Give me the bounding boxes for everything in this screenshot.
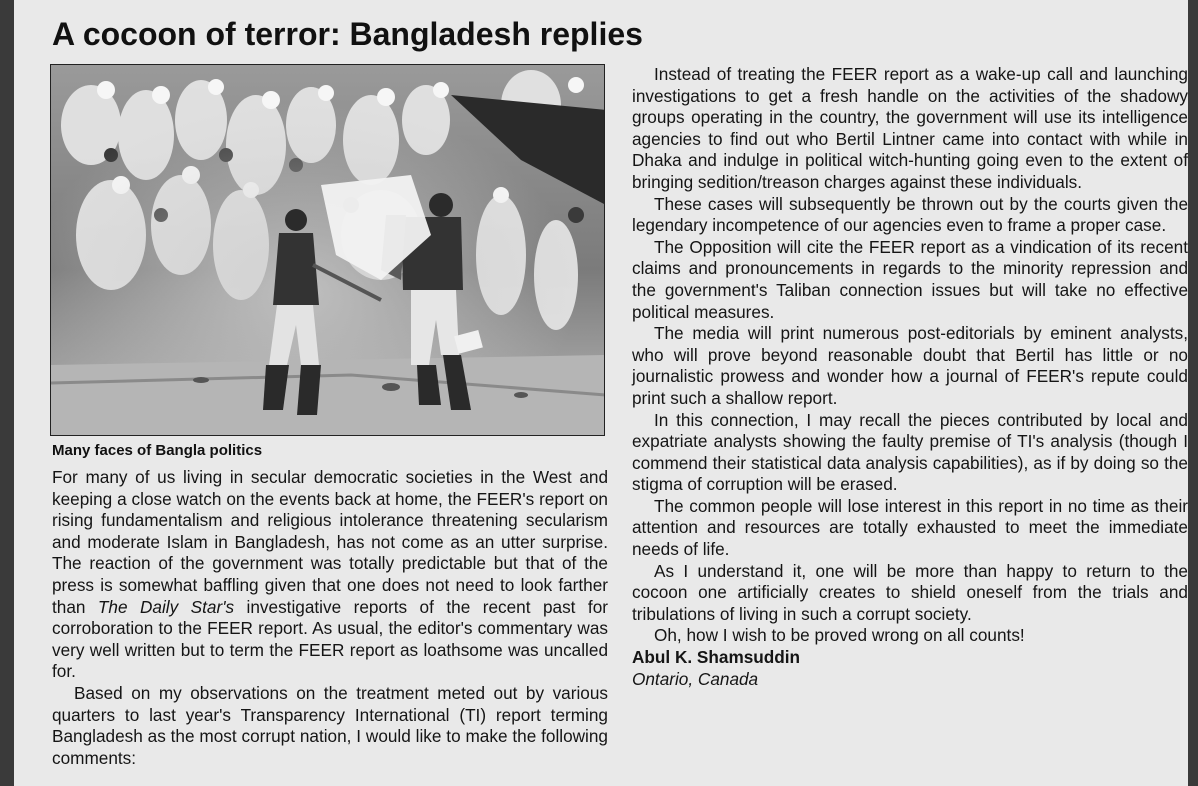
article-paragraph bbox=[52, 467, 608, 683]
article-paragraph: As I understand it, one will be more than happy to return to the cocoon one artificially creates to shield oneself from the trials and tribulations of living in such a corrupt society. bbox=[632, 560, 1188, 624]
newspaper-name: The Daily Star's bbox=[97, 596, 235, 617]
crowd-photo-illustration bbox=[51, 65, 605, 436]
photo-caption: Many faces of Bangla politics bbox=[52, 442, 263, 459]
paragraph-text: For many of us living in secular democratic societies in the West and keeping a close watch on the events back at home, the FEER's report on rising fundamentalism and religious intolerance threatening secularism and moderate Islam in Bangladesh, has not come as an utter surprise. The reaction of the government was totally predictable but that of the press is somewhat baffling given that one does not need to look farther than bbox=[52, 467, 608, 617]
article-headline: A cocoon of terror: Bangladesh replies bbox=[52, 16, 643, 52]
author-location: Ontario, Canada bbox=[632, 668, 759, 689]
article-column-right bbox=[632, 64, 1188, 690]
article-paragraph: Instead of treating the FEER report as a wake-up call and launching investigations to get a fresh handle on the activities of the shadowy groups operating in the country, the government will use its intelligence agencies to find out who Bertil Lintner came into contact with while in Dhaka and indulge in political witch-hunting going even to the extent of bringing sedition/treason charges against these individuals. bbox=[632, 64, 1188, 192]
article-column-left bbox=[52, 467, 608, 769]
paragraph-text: investigative reports of the recent past for corroboration to the FEER report. As usual, the editor's commentary was very well written but to term the FEER report as loathsome was uncalled for. bbox=[52, 596, 608, 682]
article-paragraph: The Opposition will cite the FEER report as a vindication of its recent claims and pronouncements in regards to the minority repression and the government's Taliban connection issues but will take no effective political measures. bbox=[632, 236, 1188, 322]
article-paragraph: Based on my observations on the treatment meted out by various quarters to last year's Transparency International (TI) report terming Bangladesh as the most corrupt nation, I would like to make the following comments: bbox=[52, 682, 608, 768]
article-paragraph: These cases will subsequently be thrown out by the courts given the legendary incompetence of our agencies even to frame a proper case. bbox=[632, 193, 1188, 236]
article-paragraph: The common people will lose interest in this report in no time as their attention and resources are totally exhausted to meet the immediate needs of life. bbox=[632, 495, 1188, 560]
article-paragraph: In this connection, I may recall the pieces contributed by local and expatriate analysts showing the faulty premise of TI's analysis (though I commend their statistical data analysis capabilities), as if by doing so the stigma of corruption will be erased. bbox=[632, 409, 1188, 495]
author-name: Abul K. Shamsuddin bbox=[632, 647, 801, 668]
news-photo bbox=[50, 64, 605, 436]
article-paragraph: Oh, how I wish to be proved wrong on all counts! bbox=[654, 625, 1025, 646]
article-paragraph: The media will print numerous post-editorials by eminent analysts, who will prove beyond reasonable doubt that Bertil has little or no journalistic prowess and wonder how a journal of FEER's repute could print such a shallow report. bbox=[632, 323, 1188, 408]
